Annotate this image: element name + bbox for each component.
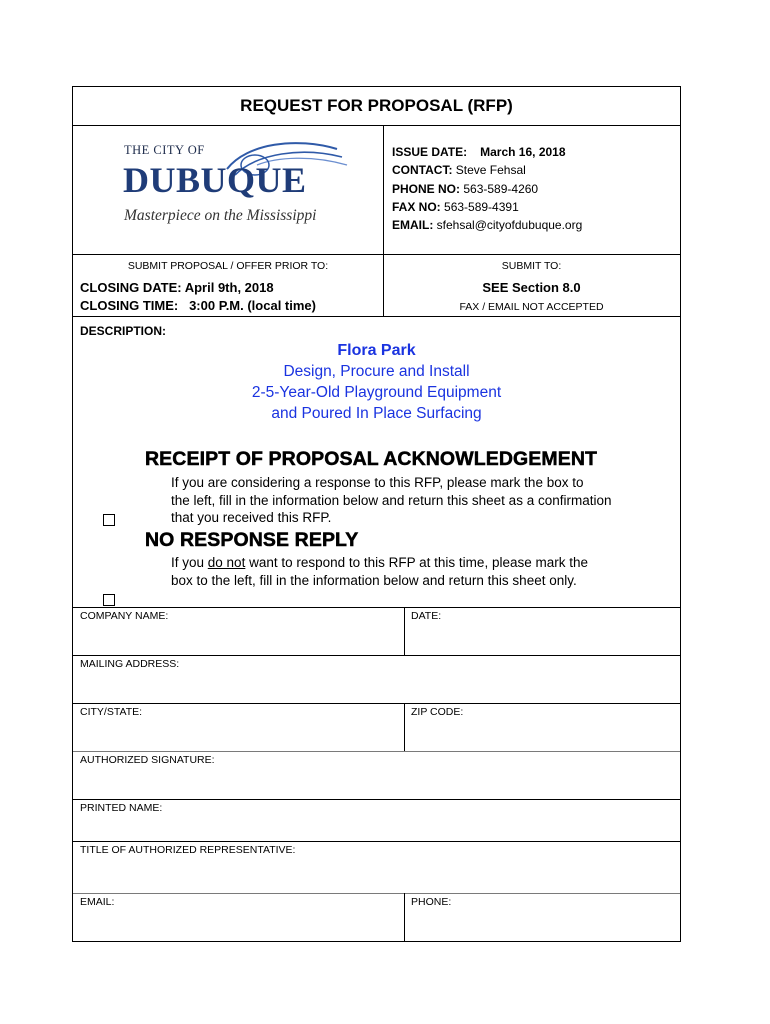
- contact-value: Steve Fehsal: [455, 163, 526, 178]
- authorized-signature-field[interactable]: AUTHORIZED SIGNATURE:: [80, 754, 215, 766]
- email-field[interactable]: EMAIL:: [80, 896, 115, 908]
- receipt-line: If you are considering a response to this RFP, please mark the box to: [171, 475, 584, 490]
- receipt-line: the left, fill in the information below and return this sheet as a confirmation: [171, 492, 612, 508]
- no-response-prefix: If you: [171, 555, 208, 570]
- submit-to-label: SUBMIT TO:: [501, 260, 562, 272]
- divider: [73, 751, 680, 752]
- divider: [73, 316, 680, 317]
- closing-time: [80, 298, 316, 313]
- submit-to-value: SEE Section 8.0: [482, 280, 581, 295]
- no-response-line: box to the left, fill in the information below and return this sheet only.: [171, 572, 577, 588]
- date-field[interactable]: DATE:: [411, 610, 442, 622]
- project-line: 2-5-Year-Old Playground Equipment: [251, 384, 502, 401]
- receipt-heading: RECEIPT OF PROPOSAL ACKNOWLEDGEMENT: [145, 448, 598, 470]
- receipt-checkbox[interactable]: [103, 514, 115, 526]
- description-label: DESCRIPTION:: [80, 324, 167, 338]
- printed-name-field[interactable]: PRINTED NAME:: [80, 802, 163, 814]
- rfp-form: [72, 86, 681, 942]
- zip-code-field[interactable]: ZIP CODE:: [411, 706, 464, 718]
- closing-date: CLOSING DATE: April 9th, 2018: [80, 280, 274, 295]
- phone-field[interactable]: PHONE:: [411, 896, 452, 908]
- receipt-line: that you received this RFP.: [171, 510, 332, 525]
- divider: [73, 254, 680, 255]
- divider: [404, 893, 405, 941]
- closing-time-value: 3:00 P.M. (local time): [189, 298, 316, 313]
- city-state-field[interactable]: CITY/STATE:: [80, 706, 143, 718]
- city-logo: [121, 135, 351, 235]
- phone-value: 563-589-4260: [463, 181, 539, 196]
- divider: [383, 125, 384, 254]
- mailing-address-field[interactable]: MAILING ADDRESS:: [80, 658, 180, 670]
- divider: [73, 655, 680, 656]
- divider: [73, 841, 680, 842]
- logo-city-name: DUBUQUE: [123, 160, 307, 200]
- divider: [73, 703, 680, 704]
- receipt-text: [171, 474, 611, 527]
- authorized-title-field[interactable]: TITLE OF AUTHORIZED REPRESENTATIVE:: [80, 844, 296, 856]
- company-name-field[interactable]: COMPANY NAME:: [80, 610, 169, 622]
- no-response-text: [171, 554, 588, 589]
- divider: [404, 607, 405, 655]
- project-line: and Poured In Place Surfacing: [271, 405, 482, 422]
- issue-info: [392, 143, 582, 234]
- no-response-heading: NO RESPONSE REPLY: [145, 529, 359, 551]
- issue-date-label: ISSUE DATE:: [392, 145, 468, 159]
- project-name: Flora Park: [337, 342, 416, 359]
- phone-label: PHONE NO:: [392, 181, 461, 196]
- logo-city-of: THE CITY OF: [124, 143, 205, 157]
- divider: [73, 125, 680, 126]
- email-value: sfehsal@cityofdubuque.org: [436, 218, 583, 233]
- project-line: Design, Procure and Install: [283, 363, 470, 380]
- contact-label: CONTACT:: [392, 163, 453, 178]
- divider: [73, 893, 680, 894]
- no-response-suffix: want to respond to this RFP at this time, please mark the: [245, 555, 588, 570]
- submit-prior-label: SUBMIT PROPOSAL / OFFER PRIOR TO:: [127, 260, 329, 272]
- fax-label: FAX NO:: [392, 199, 441, 214]
- no-response-emphasis: do not: [207, 555, 246, 570]
- no-response-checkbox[interactable]: [103, 594, 115, 606]
- form-title: REQUEST FOR PROPOSAL (RFP): [240, 96, 513, 115]
- issue-date-value: March 16, 2018: [480, 145, 566, 159]
- fax-email-note: FAX / EMAIL NOT ACCEPTED: [459, 301, 604, 313]
- divider: [73, 799, 680, 800]
- email-label: EMAIL:: [392, 218, 434, 233]
- divider: [73, 607, 680, 608]
- closing-time-label: CLOSING TIME:: [80, 298, 179, 313]
- logo-tagline: Masterpiece on the Mississippi: [124, 207, 317, 224]
- fax-value: 563-589-4391: [444, 199, 519, 214]
- divider: [404, 703, 405, 751]
